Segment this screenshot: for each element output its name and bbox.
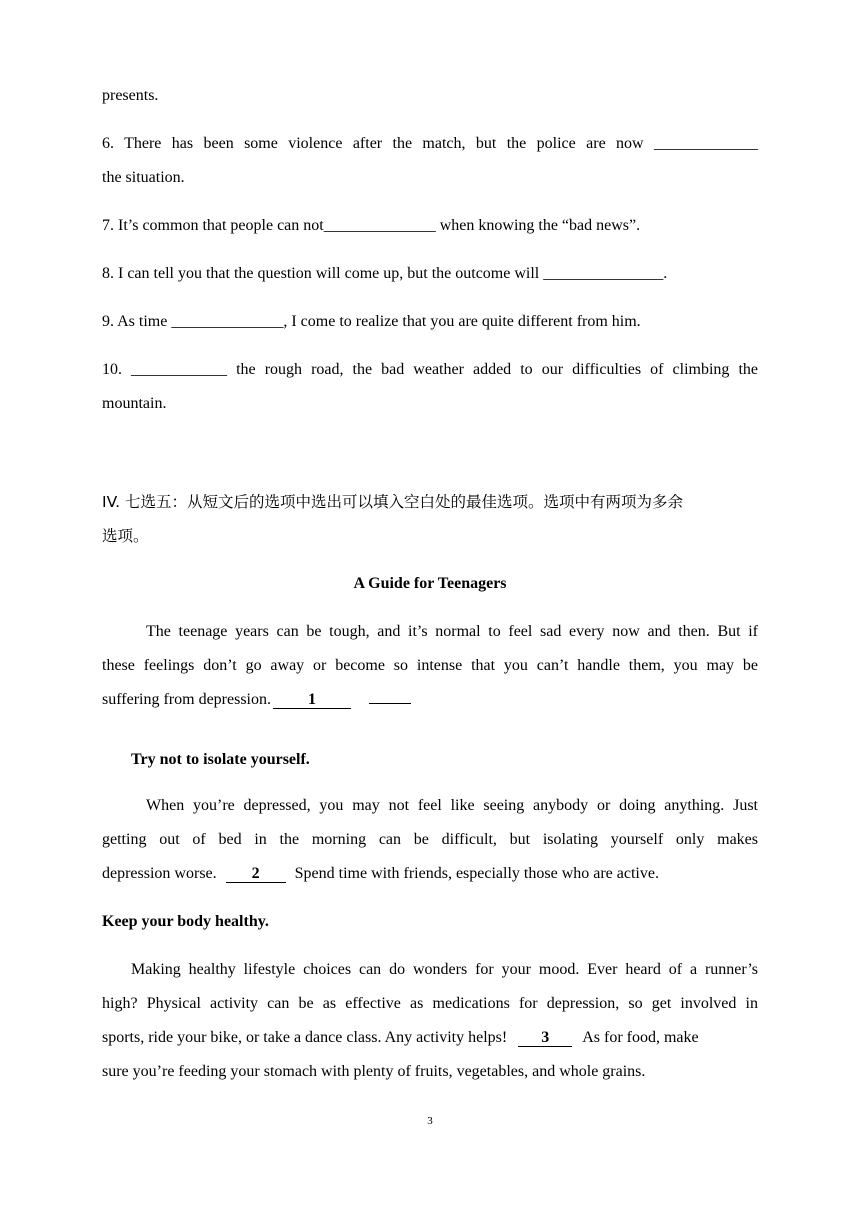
paragraph-1-text: suffering from depression. [102,691,271,708]
text-line: presents. [102,87,159,104]
question-10-line-1: 10. ____________ the rough road, the bad weather added to our difficulties of climbing the [102,361,758,378]
blank-3[interactable]: 3 [518,1029,572,1047]
paragraph-2-line-3 [102,864,758,884]
paragraph-2-text-post: Spend time with friends, especially those who are active. [294,865,659,882]
question-10-line-2: mountain. [102,395,167,412]
paragraph-3-line-2: high? Physical activity can be as effective as medications for depression, so get involved in [102,995,758,1012]
paragraph-2-text-pre: depression worse. [102,865,217,882]
paragraph-1-line-2: these feelings don’t go away or become so intense that you can’t handle them, you may be [102,657,758,674]
question-8: 8. I can tell you that the question will come up, but the outcome will _______________. [102,265,668,282]
section-title-line-1: IV. 七选五：从短文后的选项中选出可以填入空白处的最佳选项。选项中有两项为多余 [102,493,684,511]
article-title: A Guide for Teenagers [353,575,507,592]
subheading-healthy: Keep your body healthy. [102,913,269,930]
question-9: 9. As time ______________, I come to realize that you are quite different from him. [102,313,641,330]
paragraph-3-line-1: Making healthy lifestyle choices can do wonders for your mood. Ever heard of a runner’s [131,961,758,978]
paragraph-1-line-1: The teenage years can be tough, and it’s normal to feel sad every now and then. But if [146,623,758,640]
blank-1-extension [369,703,411,704]
page-number: 3 [427,1115,433,1127]
paragraph-2-line-1: When you’re depressed, you may not feel like seeing anybody or doing anything. Just [146,797,758,814]
paragraph-3-text-pre: sports, ride your bike, or take a dance class. Any activity helps! [102,1029,508,1046]
paragraph-3-line-4: sure you’re feeding your stomach with plenty of fruits, vegetables, and whole grains. [102,1063,646,1080]
section-title-line-2: 选项。 [102,527,149,545]
subheading-isolate: Try not to isolate yourself. [131,751,310,768]
paragraph-3-line-3 [102,1028,758,1048]
paragraph-1-line-3 [102,690,758,710]
question-6-line-1: 6. There has been some violence after the match, but the police are now _____________ [102,135,758,152]
question-7: 7. It’s common that people can not______________ when knowing the “bad news”. [102,217,641,234]
paragraph-2-line-2: getting out of bed in the morning can be difficult, but isolating yourself only makes [102,831,758,848]
blank-2[interactable]: 2 [226,865,286,883]
paragraph-3-text-post: As for food, make [582,1029,699,1046]
blank-1[interactable]: 1 [273,691,351,709]
question-6-line-2: the situation. [102,169,185,186]
